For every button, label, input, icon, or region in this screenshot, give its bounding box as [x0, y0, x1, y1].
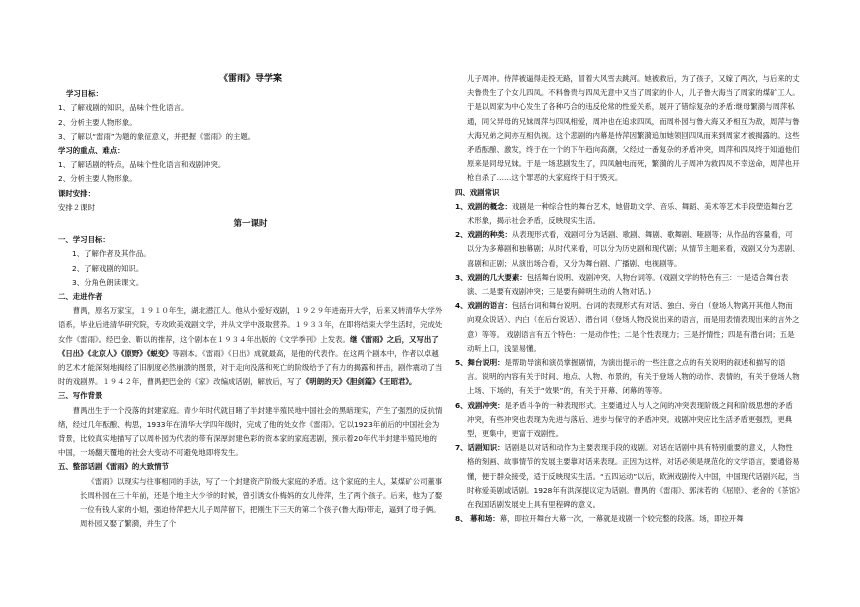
drama-knowledge-item	[455, 299, 800, 356]
item-lead: 戏剧的几大要素：	[467, 272, 527, 282]
item-number: 6、	[455, 400, 468, 410]
author-paragraph	[58, 304, 443, 389]
item-number: 3、	[455, 272, 468, 282]
right-column	[455, 72, 800, 527]
goal-item: 1、了解戏剧的知识，品味个性化语言。	[58, 103, 189, 113]
author-text: 曹禺，原名万家宝，１９１０年生，湖北潜江人。他从小爱好戏剧，１９２９年进南开大学，后来又转清华大学外语系，毕业后进清华研究院，专攻欧美戏剧文学，并从文学中汲取营养。１９３３年，在即将结束大学生活时，完成处女作《雷雨》。经巴金、靳以的推荐，这个剧本在１９３４年出版的《文学季刊》上发表。	[58, 306, 443, 344]
item-number: 1、	[455, 201, 468, 211]
item-text: 从表现形式看，戏剧可分为话剧、歌剧、舞剧、歌舞剧、哑剧等；从作品的容量看，可以分为多幕剧和独幕剧；从时代来看，可以分为历史剧和现代剧；从情节主题来看，戏剧又分为悲剧、喜剧和正剧；从演出场合看，又分为舞台剧、广播剧、电视剧等。	[467, 230, 800, 268]
objective-item: 3、分角色朗读课文。	[72, 277, 144, 287]
item-lead: 戏剧的概念：	[467, 201, 512, 211]
section-heading: 三、写作背景	[58, 391, 103, 401]
plot-paragraph: 《雷雨》以现实与往事相同的手法，写了一个封建资产阶级大家庭的矛盾。这个家庭的主人，某煤矿公司董事长周朴园在三十年前，还是个地主大少爷的时候，曾引诱女仆梅妈的女儿侍萍，生了两个孩子。后来，他为了娶一位有钱人家的小姐，强迫侍萍把大儿子周萍留下，把刚生下三天的第二个孩子(鲁大海)带走，逼到了母子俩。周朴园又娶了繁漪，并生了个	[80, 476, 443, 529]
item-number: 7、	[455, 443, 468, 453]
section-heading: 五、整部话剧《雷雨》的大致情节	[58, 462, 169, 472]
plot-paragraph-cont: 儿子周冲。侍萍被逼得走投无路，冒着大风雪去跳河。她被救后，为了孩子，又嫁了两次，与后来的丈夫鲁贵生了个女儿四凤。不料鲁贵与四凤无意中又当了周家的仆人，儿子鲁大海当了周家的煤矿工人。于是以周家为中心发生了各种巧合的违反伦常的性爱关系，展开了错综复杂的矛盾:继母繁漪与周萍私通，同父异母的兄妹周萍与四凤相爱，周冲也在追求四凤，而周朴园与鲁大海又矛相互为敌，周萍与鲁大海兄弟之间亦互相仇视。这个悲剧的内幕是侍萍因繁漪追加她领回四凤而来到周家才被揭露的。这些矛盾酝酿、激发，终于在一个的下午趋向高潮，父经过一番复杂的矛盾冲突，周萍和四凤终于知道他们原来是同母兄妹。于是一场悲剧发生了，四凤触电而死，繁漪的儿子周冲为救四凤不幸送命，周萍也开枪自杀了……这个罪恶的大家庭终于归于毁灭。	[467, 74, 800, 183]
objective-item: 2、了解戏剧的知识。	[72, 263, 144, 273]
drama-knowledge-item	[455, 512, 800, 526]
author-text-cont: 等剧本。《雷雨》《日出》成就最高，是他的代表作。在这两个剧本中，作者以卓越的艺术才能深刻地揭经了旧制度必然崩溃的图景，对于走向没落和死亡的阶级给予了有力的揭露和抨击，剧作震动了当时的戏剧界。１９４２年，曹禺把巴金的《家》改编成话剧，解放后，写了	[58, 348, 443, 387]
drama-knowledge-item	[455, 441, 800, 512]
drama-knowledge-item	[455, 200, 800, 228]
item-lead: 戏剧冲突：	[467, 400, 505, 410]
item-number: 2、	[455, 230, 468, 240]
keypoint-item: 1、了解话剧的特点，品味个性化语言和戏剧冲突。	[58, 160, 226, 170]
keypoint-item: 2、分析主要人物形象。	[58, 174, 137, 184]
section-heading: 一、学习目标：	[58, 235, 110, 245]
drama-knowledge-item	[455, 356, 800, 399]
lesson-title: 第一课时	[233, 219, 268, 230]
item-lead: 话剧知识：	[467, 443, 505, 453]
item-text: 包括台词和舞台说明。台词的表现形式有对话、独白、旁白（登场人物离开其他人物而向观众说话）、内白（在后台说话）、潜台词（登场人物没说出来的语言，而是用表情表现出来的言外之意）等等。 戏剧语言有五个特色：一是动作性；二是个性表现力；三是抒情性；四是有潜台词；五是动听上口，浅显易懂。	[467, 301, 800, 353]
document-title: 《雷雨》导学案	[218, 74, 282, 84]
item-text: 包括舞台说明、戏剧冲突、人物台词等。(戏剧文学的特色有三：一是适合舞台表演、二是要有戏剧冲突；三是要有鲜明生动的人物对话。)	[467, 272, 789, 297]
goal-item: 2、分析主要人物形象。	[58, 117, 137, 127]
item-text: 是矛盾斗争的一种表现形式。主要通过人与人之间的冲突表现阶级之间和阶级思想的矛盾冲突，有些冲突也表现为先进与落后、进步与保守的矛盾冲突。戏剧冲突应比生活矛盾更强烈，更典型，更集中，更富于戏剧性。	[467, 400, 793, 439]
item-lead: 戏剧的种类：	[467, 230, 512, 240]
item-text: 话剧是以对话和动作为主要表现手段的戏剧。对话在话剧中具有特别重要的意义，人物性格的刻画、故事情节的发展主要靠对话来表现。正因为这样，对话必须是规范化的文学语言，要通俗易懂，便于群众接受，适于反映现实生活。“五四运动”以后，欧洲戏剧传入中国，中国现代话剧兴起，当时称爱美剧或话剧。1928年有洪深提议定为话剧。曹禺的《雷雨》、郭沫若的《屈原》、老舍的《茶馆》在我国话剧发展史上具有里程碑的意义。	[467, 443, 800, 510]
background-paragraph: 曹禺出生于一个没落的封建家庭。青少年时代就目睹了半封建半殖民地中国社会的黑暗现实，产生了强烈的反抗情绪，经过几年酝酿、构思，1933年在清华大学四年级时，完成了他的处女作《雷雨》。它以1923年前后的中国社会为背景，比较真实地描写了以周朴园为代表的带有深厚封建色彩的资本家的家庭悲剧，预示着20年代半封建半殖民地的中国，一场翻天覆地的社会大变动不可避免地即将发生。	[58, 405, 443, 458]
goal-item: 3、了解以“雷雨”为题的象征意义，并把握《雷雨》的主题。	[58, 131, 256, 141]
author-works-bold: 继《雷雨》之后，又写出了《日出》《北京人》《原野》《蜕变》	[58, 334, 439, 358]
section-heading: 二、走进作者	[58, 292, 103, 302]
item-lead: 幕和场：	[467, 514, 500, 524]
schedule-heading: 课时安排：	[58, 188, 95, 198]
author-later-works-bold: 《明朗的天》《胆剑篇》《王昭君》。	[301, 377, 417, 387]
item-lead: 戏剧的语言：	[467, 301, 512, 311]
item-text: 是帮助导演和演员掌握剧情，为演出提示的一些注意之点的有关说明的叙述和描写的语言。说明的内容有关于时间、地点、人物、布景的，有关于登场人物的动作、表情的，有关于登场人物上场、下场的，有关于“效果”的，有关于开幕、闭幕的等等。	[467, 358, 800, 396]
drama-knowledge-item	[455, 228, 800, 271]
drama-knowledge-list	[455, 200, 800, 527]
keypoints-heading: 学习的重点、难点：	[58, 146, 125, 156]
item-number: 4、	[455, 301, 468, 311]
item-text: 戏剧是一种综合性的舞台艺术，她借助文学、音乐、舞蹈、美术等艺术手段塑造舞台艺术形象，揭示社会矛盾，反映现实生活。	[467, 201, 793, 226]
schedule-text: 安排２课时	[58, 202, 95, 212]
item-number: 8、	[455, 514, 468, 524]
drama-knowledge-item	[455, 271, 800, 299]
item-text: 幕，即拉开舞台大幕一次，一幕就是戏剧一个较完整的段落。场，即拉开舞	[499, 514, 744, 524]
objective-item: 1、了解作者及其作品。	[72, 249, 151, 259]
left-column	[58, 72, 443, 532]
item-number: 5、	[455, 358, 468, 368]
drama-knowledge-item	[455, 399, 800, 442]
section-heading: 四、戏剧常识	[455, 187, 500, 197]
item-lead: 舞台说明：	[467, 358, 505, 368]
goals-heading: 学习目标：	[66, 89, 103, 99]
